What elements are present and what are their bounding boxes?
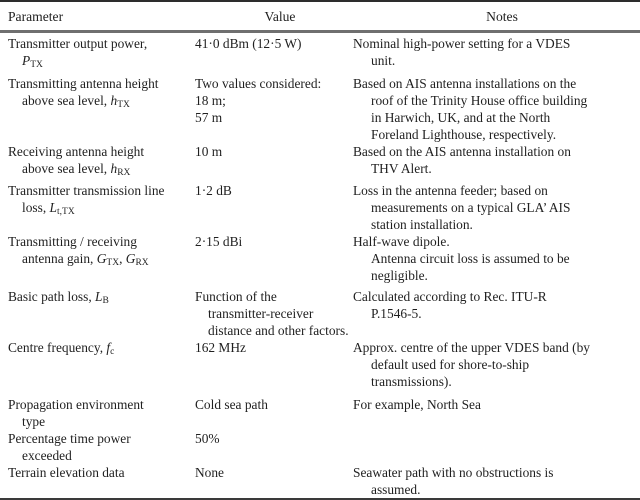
notes-cell bbox=[350, 396, 640, 430]
parameter-cell bbox=[0, 430, 190, 464]
cell-line: None bbox=[195, 465, 225, 480]
table-row bbox=[0, 233, 640, 288]
cell-line: above sea level, $h_{TX}$ bbox=[22, 93, 130, 110]
notes-cell bbox=[350, 182, 640, 233]
notes-cell bbox=[350, 464, 640, 499]
cell-line: Based on the AIS antenna installation on bbox=[353, 144, 571, 159]
cell-line: default used for shore-to-ship bbox=[371, 357, 530, 372]
parameter-cell bbox=[0, 288, 190, 339]
cell-line: Transmitting antenna height bbox=[8, 76, 159, 91]
cell-line: 2·15 dBi bbox=[195, 234, 243, 249]
parameter-cell bbox=[0, 396, 190, 430]
column-header-parameter: Parameter bbox=[0, 1, 190, 32]
cell-line: Based on AIS antenna installations on the bbox=[353, 76, 577, 91]
cell-line: distance and other factors. bbox=[208, 323, 349, 338]
cell-line: Antenna circuit loss is assumed to be bbox=[371, 251, 570, 266]
value-cell bbox=[190, 464, 350, 499]
cell-line: in Harwich, UK, and at the North bbox=[371, 110, 551, 125]
parameter-cell bbox=[0, 182, 190, 233]
cell-line: Nominal high-power setting for a VDES bbox=[353, 36, 571, 51]
cell-line: transmitter-receiver bbox=[208, 306, 314, 321]
notes-cell bbox=[350, 233, 640, 288]
cell-line: 1·2 dB bbox=[195, 183, 232, 198]
cell-line: assumed. bbox=[371, 482, 421, 497]
cell-line: 162 MHz bbox=[195, 340, 246, 355]
notes-cell bbox=[350, 288, 640, 339]
table-row bbox=[0, 143, 640, 182]
cell-line: Loss in the antenna feeder; based on bbox=[353, 183, 548, 198]
cell-line: Calculated according to Rec. ITU-R bbox=[353, 289, 547, 304]
table-row bbox=[0, 75, 640, 143]
cell-line: measurements on a typical GLA’ AIS bbox=[371, 200, 571, 215]
parameter-cell bbox=[0, 143, 190, 182]
value-cell bbox=[190, 32, 350, 76]
cell-line: Terrain elevation data bbox=[8, 465, 125, 480]
cell-line: 57 m bbox=[195, 110, 223, 125]
cell-line: Two values considered: bbox=[195, 76, 322, 91]
value-cell bbox=[190, 182, 350, 233]
cell-line: THV Alert. bbox=[371, 161, 432, 176]
cell-line: above sea level, $h_{RX}$ bbox=[22, 161, 131, 178]
cell-line: 50% bbox=[195, 431, 220, 446]
parameter-cell bbox=[0, 233, 190, 288]
notes-cell bbox=[350, 339, 640, 396]
table-row bbox=[0, 396, 640, 430]
cell-line: Receiving antenna height bbox=[8, 144, 145, 159]
table-row bbox=[0, 464, 640, 499]
cell-line: antenna gain, $G_{TX}$, $G_{RX}$ bbox=[22, 251, 149, 268]
value-cell bbox=[190, 288, 350, 339]
column-header-value: Value bbox=[190, 1, 350, 32]
cell-line: unit. bbox=[371, 53, 396, 68]
cell-line: Function of the bbox=[195, 289, 277, 304]
cell-line: Approx. centre of the upper VDES band (by bbox=[353, 340, 591, 355]
parameter-cell bbox=[0, 75, 190, 143]
cell-line: Foreland Lighthouse, respectively. bbox=[371, 127, 557, 142]
cell-line: Transmitter output power, bbox=[8, 36, 148, 51]
cell-line: 41·0 dBm (12·5 W) bbox=[195, 36, 302, 51]
value-cell bbox=[190, 143, 350, 182]
cell-line: P.1546-5. bbox=[371, 306, 422, 321]
cell-line: Propagation environment bbox=[8, 397, 144, 412]
table-row bbox=[0, 32, 640, 76]
cell-line: Centre frequency, $f_c$ bbox=[8, 340, 115, 357]
value-cell bbox=[190, 75, 350, 143]
cell-line: 10 m bbox=[195, 144, 223, 159]
value-cell bbox=[190, 233, 350, 288]
notes-cell bbox=[350, 75, 640, 143]
parameter-cell bbox=[0, 339, 190, 396]
cell-line: For example, North Sea bbox=[353, 397, 481, 412]
table-row bbox=[0, 339, 640, 396]
notes-cell bbox=[350, 143, 640, 182]
cell-line: Basic path loss, $L_B$ bbox=[8, 289, 109, 306]
table-row bbox=[0, 288, 640, 339]
cell-line: loss, $L_{t,TX}$ bbox=[22, 200, 75, 217]
value-cell bbox=[190, 396, 350, 430]
cell-line: Seawater path with no obstructions is bbox=[353, 465, 554, 480]
parameter-cell bbox=[0, 464, 190, 499]
header-row bbox=[0, 1, 640, 32]
cell-line: Transmitting / receiving bbox=[8, 234, 137, 249]
cell-line: $P_{TX}$ bbox=[22, 53, 43, 70]
cell-line: station installation. bbox=[371, 217, 473, 232]
cell-line: Percentage time power bbox=[8, 431, 131, 446]
cell-line: exceeded bbox=[22, 448, 72, 463]
table-row bbox=[0, 430, 640, 464]
cell-line: 18 m; bbox=[195, 93, 226, 108]
cell-line: Cold sea path bbox=[195, 397, 268, 412]
value-cell bbox=[190, 430, 350, 464]
column-header-notes: Notes bbox=[350, 1, 640, 32]
notes-cell bbox=[350, 430, 640, 464]
parameter-cell bbox=[0, 32, 190, 76]
table-row bbox=[0, 182, 640, 233]
cell-line: Half-wave dipole. bbox=[353, 234, 450, 249]
table-header bbox=[0, 1, 640, 32]
cell-line: roof of the Trinity House office building bbox=[371, 93, 588, 108]
cell-line: negligible. bbox=[371, 268, 428, 283]
cell-line: type bbox=[22, 414, 46, 429]
value-cell bbox=[190, 339, 350, 396]
cell-line: transmissions). bbox=[371, 374, 452, 389]
notes-cell bbox=[350, 32, 640, 76]
cell-line: Transmitter transmission line bbox=[8, 183, 165, 198]
table-body bbox=[0, 32, 640, 500]
